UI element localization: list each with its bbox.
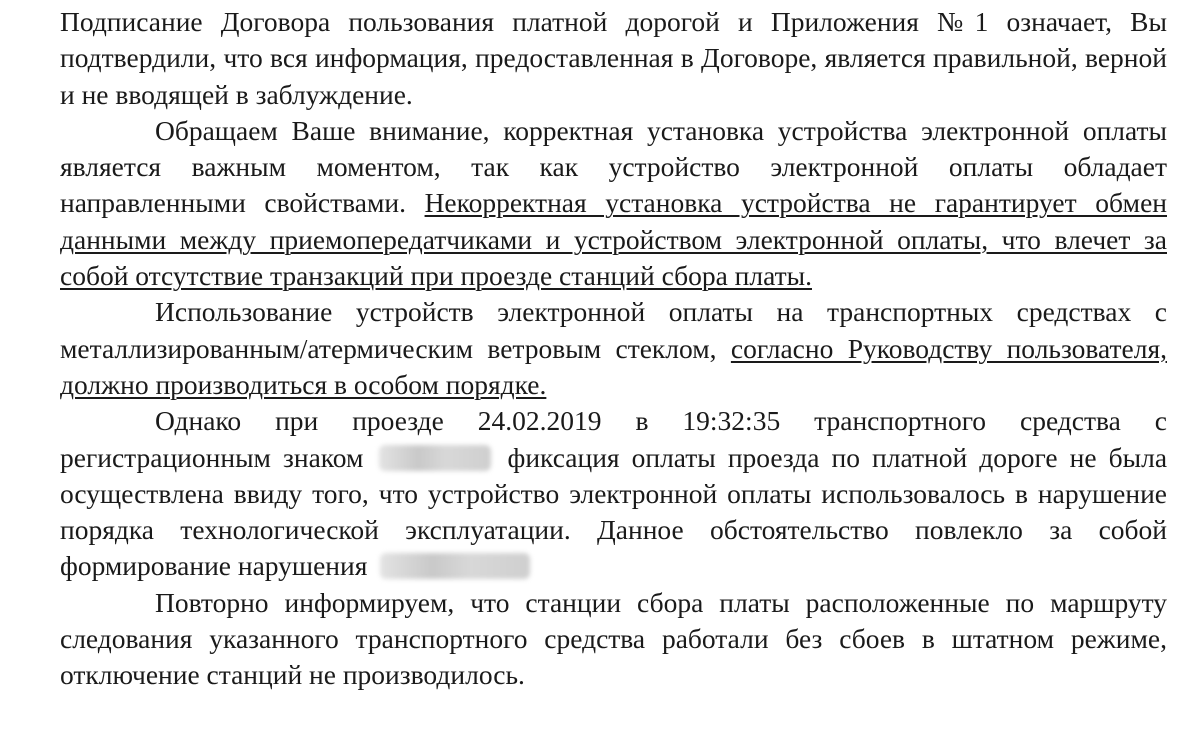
passage-text-part1: Однако при проезде 24.02.2019 в 19:32:35 транспортного средства с регистрационным знаком — [60, 405, 1167, 473]
redacted-violation-number — [380, 553, 530, 579]
letter-body — [60, 4, 1167, 694]
paragraph-stations-text: Повторно информируем, что станции сбора платы расположенные по маршруту следования указанного транспортного средства работали без сбоев в штатном режиме, отключение станций не производилось. — [60, 586, 1167, 691]
installation-underlined-text: Некорректная установка устройства не гарантирует обмен данными между приемопередатчиками и устройством электронной оплаты, что влечет за собой отсутствие транзакций при проезде станций сбора платы. — [60, 187, 1167, 292]
paragraph-contract-text: Подписание Договора пользования платной дорогой и Приложения №1 означает, Вы подтвердили, что вся информация, предоставленная в Договоре, является правильной, верной и не вводящей в заблуждение. — [60, 6, 1167, 110]
paragraph-installation — [60, 113, 1167, 294]
installation-plain-text: Обращаем Ваше внимание, корректная установка устройства электронной оплаты является важным моментом, так как устройство электронной оплаты обладает направленными свойствами. — [60, 114, 1167, 219]
windshield-plain-text: Использование устройств электронной оплаты на транспортных средствах с металлизированным/атермическим ветровым стеклом, — [60, 296, 1167, 364]
windshield-underlined-text: согласно Руководству пользователя, должно производиться в особом порядке. — [60, 332, 1167, 400]
redacted-plate-number — [379, 445, 491, 471]
paragraph-windshield — [60, 294, 1167, 403]
paragraph-stations — [60, 585, 1167, 694]
passage-text-part2: фиксация оплаты проезда по платной дороге не была осуществлена ввиду того, что устройство электронной оплаты использовалось в нарушение порядка технологической эксплуатации. Данное обстоятельство повлекло за собой формирование нарушения — [60, 441, 1168, 582]
paragraph-passage — [60, 403, 1167, 584]
paragraph-contract — [60, 4, 1167, 113]
